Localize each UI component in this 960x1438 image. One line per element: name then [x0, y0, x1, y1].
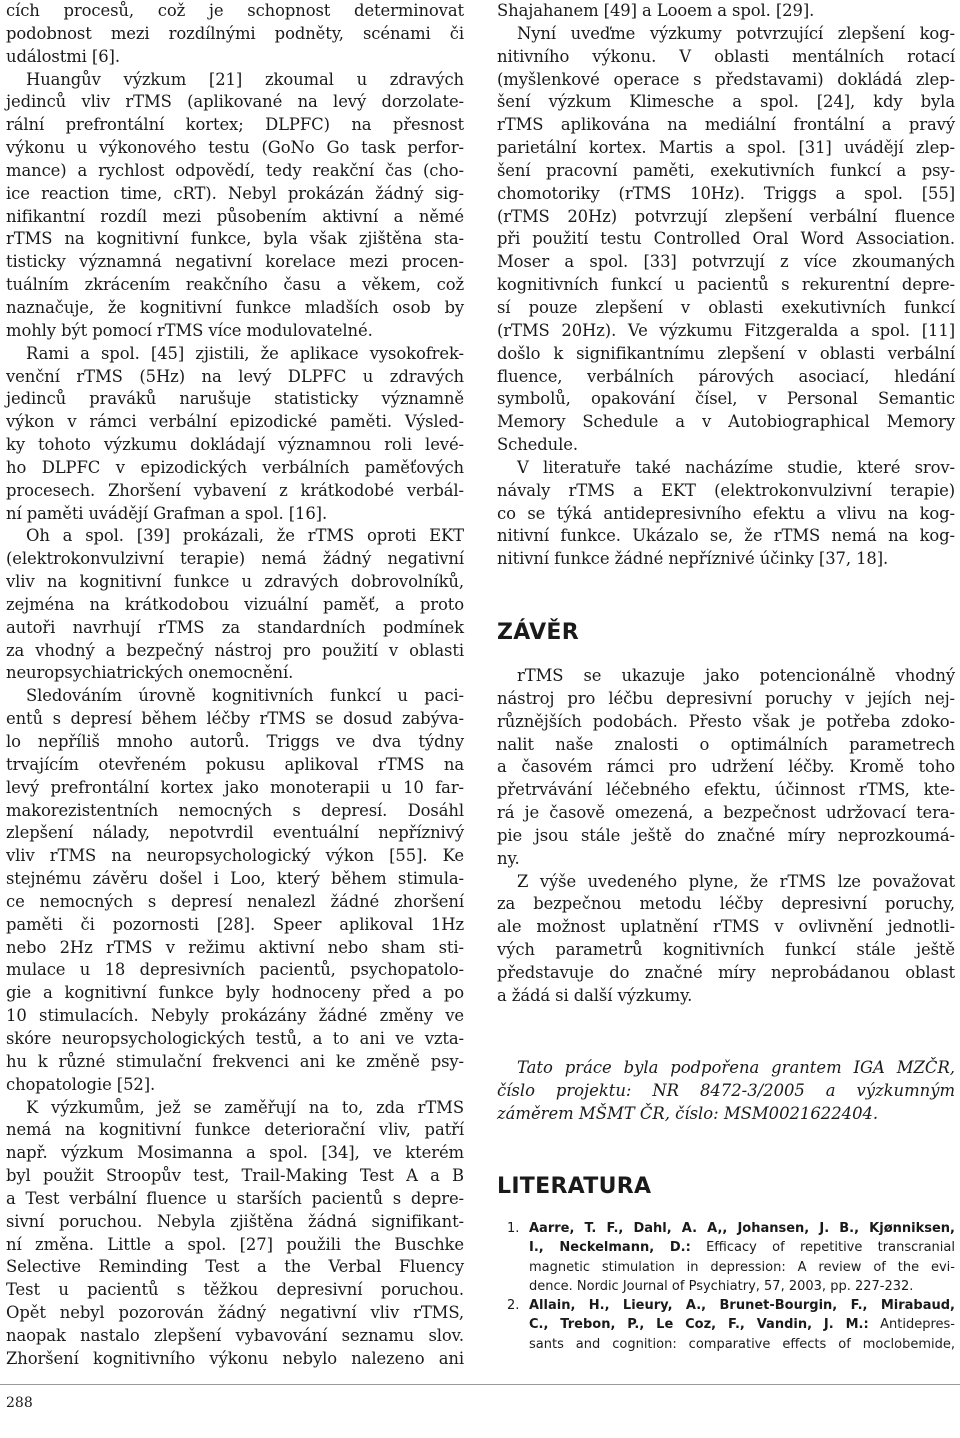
text-line: Tato práce byla podpořena grantem IGA MZČR,	[517, 1058, 955, 1077]
text-line: venční rTMS (5Hz) na levý DLPFC u zdravých	[6, 366, 464, 386]
text-line: při použití testu Controlled Oral Word Association.	[497, 229, 955, 249]
text-line: Sledováním úrovně kognitivních funkcí u paci-	[26, 686, 464, 706]
text-line: Rami a spol. [45] zjistili, že aplikace vysokofrek-	[26, 343, 464, 363]
text-line: byl použit Stroopův test, Trail-Making Test A a B	[6, 1166, 464, 1186]
text-line: symbolů, opakování čísel, v Personal Semantic	[497, 389, 955, 409]
reference-line	[529, 1238, 955, 1257]
text-line: nitivní funkce žádné nepříznivé účinky [37, 18].	[497, 549, 889, 569]
text-line: pie jsou stále ještě do značné míry neprozkoumá-	[497, 825, 955, 845]
reference-text: Antidepres-	[868, 1317, 955, 1333]
reference-authors: Aarre, T. F., Dahl, A. A,, Johansen, J. B., Kjønniksen,	[529, 1221, 955, 1236]
text-line: cích procesů, což je schopnost determinovat	[6, 1, 464, 20]
text-line: výkonu u výkonového testu (GoNo Go task perfor-	[6, 138, 464, 158]
text-line: naznačuje, že kognitivní funkce mladších osob by	[6, 297, 464, 317]
text-line: za bezpečnou metodu léčby depresivní poruchy,	[497, 894, 955, 914]
text-line: V literatuře také nacházíme studie, které srov-	[517, 457, 955, 477]
text-line: a časovém rámci pro udržení léčby. Kromě toho	[497, 757, 955, 777]
reference-text: dence. Nordic Journal of Psychiatry, 57, 2003, pp. 227-232.	[529, 1278, 914, 1294]
text-line: stejnému závěru došel i Loo, který během stimula-	[6, 869, 464, 889]
text-line: Nyní uveďme výzkumy potvrzující zlepšení kog-	[517, 23, 955, 43]
text-line: a Test verbální fluence u starších pacientů s depre-	[6, 1188, 464, 1208]
text-line: rTMS aplikována na mediální frontální a pravý	[497, 115, 955, 135]
text-line: ho DLPFC v epizodických verbálních paměťových	[6, 457, 464, 477]
text-line: nalit naše znalosti o optimálních parametrech	[497, 734, 955, 754]
text-line: co se týká antidepresivního efektu a vlivu na kog-	[497, 503, 955, 523]
reference-item	[497, 1296, 955, 1354]
text-line: představuje do značné míry neprobádanou oblast	[497, 962, 955, 982]
text-line: tisticky významná negativní korelace mezi procen-	[6, 252, 464, 272]
text-line: nebo 2Hz rTMS v režimu aktivní nebo sham sti-	[6, 937, 464, 957]
text-line: naopak nastalo zlepšení vybavování seznamu slov.	[6, 1325, 464, 1345]
text-line: Test u pacientů s těžkou depresivní poruchou.	[6, 1280, 464, 1300]
reference-line	[529, 1296, 955, 1315]
text-line: rá je časově omezená, a bezpečnost udržovací tera-	[497, 803, 955, 823]
text-line: mohly být pomocí rTMS více modulovatelné.	[6, 320, 373, 340]
text-line: (rTMS 20Hz) potvrzují zlepšení verbální fluence	[497, 206, 955, 226]
text-line: kognitivních funkcí u pacientů s rekurentní depre-	[497, 275, 955, 295]
text-line: 10 stimulacích. Nebyly prokázány žádné změny ve	[6, 1006, 464, 1026]
text-line: mance) a rychlost odpovědí, tedy reakční čas (cho-	[6, 160, 464, 180]
reference-text: Efficacy of repetitive transcranial	[690, 1240, 955, 1256]
text-line: sí pouze zlepšení v oblasti exekutivních funkcí	[497, 297, 955, 317]
text-line: vých parametrů kognitivních funkcí stále ještě	[497, 940, 955, 960]
text-line: vliv rTMS na neuropsychologický výkon [55]. Ke	[6, 846, 464, 866]
text-line: autoři navrhují rTMS za standardních podmínek	[6, 617, 464, 637]
text-line: výkon v rámci verbální epizodické paměti. Výsled-	[6, 412, 464, 432]
text-line: zlepšení nálady, nepotvrdil eventuální nepříznivý	[6, 823, 464, 843]
text-line: návaly rTMS a EKT (elektrokonvulzivní terapie)	[497, 480, 955, 500]
text-line: záměrem MŠMT ČR, číslo: MSM0021622404.	[497, 1103, 879, 1123]
text-line: nitivní funkce. Ukázalo se, že rTMS nemá na kog-	[497, 526, 955, 546]
text-line: ní změna. Little a spol. [27] použili the Buschke	[6, 1234, 464, 1254]
text-line: sivní poruchou. Nebyla zjištěna žádná signifikant-	[6, 1211, 464, 1231]
text-line: Shajahanem [49] a Looem a spol. [29].	[497, 1, 815, 20]
reference-line	[529, 1277, 955, 1296]
text-line: levý prefrontální kortex jako monoterapii u 10 far-	[6, 777, 464, 797]
reference-authors: I., Neckelmann, D.:	[529, 1240, 691, 1256]
text-line: parietální kortex. Martis a spol. [31] uvádějí zlep-	[497, 138, 955, 158]
text-line: zejména na krátkodobou vizuální paměť, a proto	[6, 594, 464, 614]
text-line: událostmi [6].	[6, 46, 120, 66]
reference-line	[529, 1258, 955, 1277]
text-line: ce nemocných s depresí nenalezl žádné zhoršení	[6, 891, 464, 911]
text-line: fluence, verbálních párových asociací, hledání	[497, 366, 955, 386]
text-line: Z výše uvedeného plyne, že rTMS lze považovat	[517, 871, 955, 891]
text-line: chomotoriky (rTMS 10Hz). Triggs a spol. [55]	[497, 183, 955, 203]
text-line: např. výzkum Mosimanna a spol. [34], ve kterém	[6, 1143, 464, 1163]
text-line: entů s depresí během léčby rTMS se dosud zabýva-	[6, 709, 464, 729]
text-line: rTMS na kognitivní funkce, byla však zjištěna sta-	[6, 229, 464, 249]
text-line: šení výzkum Klimesche a spol. [24], kdy byla	[497, 92, 955, 112]
text-line: neuropsychiatrických onemocnění.	[6, 663, 294, 683]
text-line: nifikantní rozdíl mezi působením aktivní a němé	[6, 206, 464, 226]
text-line: skóre neuropsychologických testů, a to ani ve vzta-	[6, 1028, 464, 1048]
reference-line	[529, 1315, 955, 1334]
text-line: Oh a spol. [39] prokázali, že rTMS oproti EKT	[26, 526, 464, 546]
page-number: 288	[6, 1395, 33, 1411]
reference-authors: C., Trebon, P., Le Coz, F., Vandin, J. M.:	[529, 1317, 869, 1333]
text-line: Huangův výzkum [21] zkoumal u zdravých	[26, 69, 464, 89]
text-line: procesech. Zhoršení vybavení z krátkodobé verbál-	[6, 480, 464, 500]
text-line: Schedule.	[497, 435, 578, 455]
acknowledgement	[497, 1057, 955, 1126]
text-line: přetrvávání léčebného efektu, účinnost rTMS, kte-	[497, 780, 955, 800]
conclusion-body	[497, 665, 955, 1008]
text-line: a žádá si další výzkumy.	[497, 985, 693, 1005]
text-line: tuálním zkrácením reakčního času a věkem, což	[6, 275, 464, 295]
text-line: nitivního výkonu. V oblasti mentálních rotací	[497, 46, 955, 66]
right-column-body	[497, 0, 955, 571]
text-line: Selective Reminding Test a the Verbal Fluency	[6, 1257, 464, 1277]
text-line: lo nepříliš mnoho autorů. Triggs ve dva týdny	[6, 732, 464, 751]
reference-item	[497, 1219, 955, 1296]
text-line: nástroj pro léčbu depresivní poruchy v jejích nej-	[497, 688, 955, 708]
text-line: jedinců praváků narušuje statisticky významně	[6, 389, 464, 409]
text-line: různějších podobách. Přesto však je potřeba zdoko-	[497, 711, 955, 731]
text-line: paměti či pozornosti [28]. Speer aplikoval 1Hz	[6, 914, 464, 934]
reference-list	[497, 1219, 955, 1354]
text-line: ky tohoto výzkumu dokládají významnou roli levé-	[6, 435, 464, 455]
text-line: za vhodný a bezpečný nástroj pro použití v oblasti	[6, 640, 464, 660]
text-line: ní paměti uvádějí Grafman a spol. [16].	[6, 503, 328, 523]
reference-authors: Allain, H., Lieury, A., Brunet-Bourgin, F., Mirabaud,	[529, 1298, 955, 1314]
text-line: mulace u 18 depresivních pacientů, psychopatolo-	[6, 960, 464, 980]
heading-literatura: LITERATURA	[497, 1174, 652, 1199]
text-line: podobnost mezi rozdílnými podněty, scénami či	[6, 23, 464, 43]
text-line: trvajícím otevřeném pokusu aplikoval rTMS na	[6, 754, 464, 774]
text-line: došlo k signifikantnímu zlepšení v oblasti verbální	[497, 343, 955, 363]
footer-rule	[0, 1384, 960, 1385]
text-line: šení pracovní paměti, exekutivních funkcí a psy-	[497, 160, 955, 180]
text-line: ny.	[497, 848, 520, 868]
text-line: hu k různé stimulační frekvenci ani ke změně psy-	[6, 1051, 464, 1071]
heading-zaver: ZÁVĚR	[497, 620, 579, 645]
text-line: nemá na kognitivní funkce deteriorační vliv, patří	[6, 1120, 464, 1140]
text-line: makorezistentních nemocných s depresí. Dosáhl	[6, 800, 464, 820]
text-line: Memory Schedule a v Autobiographical Memory	[497, 412, 955, 432]
text-line: číslo projektu: NR 8472-3/2005 a výzkumným	[497, 1080, 955, 1100]
reference-line	[529, 1219, 955, 1238]
reference-line	[529, 1335, 955, 1354]
text-line: (rTMS 20Hz). Ve výzkumu Fitzgeralda a spol. [11]	[497, 320, 955, 340]
reference-text: sants and cognition: comparative effects of moclobemide,	[529, 1336, 955, 1352]
text-line: jedinců vliv rTMS (aplikované na levý dorzolate-	[6, 92, 464, 112]
text-line: gie a kognitivní funkce byly hodnoceny před a po	[6, 983, 464, 1003]
text-line: Zhoršení kognitivního výkonu nebylo nalezeno ani	[6, 1348, 464, 1368]
text-line: rTMS se ukazuje jako potencionálně vhodný	[517, 666, 955, 685]
text-line: Opět nebyl pozorován žádný negativní vliv rTMS,	[6, 1303, 464, 1323]
text-line: (myšlenkové operace s představami) dokládá zlep-	[497, 69, 955, 89]
text-line: (elektrokonvulzivní terapie) nemá žádný negativní	[6, 549, 464, 569]
text-line: vliv na kognitivní funkce u zdravých dobrovolníků,	[6, 572, 464, 592]
text-line: rální prefrontální kortex; DLPFC) na přesnost	[6, 115, 464, 135]
text-line: ice reaction time, cRT). Nebyl prokázán žádný sig-	[6, 183, 464, 203]
text-line: ale možnost uplatnění rTMS v ovlivnění jednotli-	[497, 917, 955, 937]
text-line: chopatologie [52].	[6, 1074, 156, 1094]
left-column	[6, 0, 464, 1371]
text-line: Moser a spol. [33] potvrzují z více zkoumaných	[497, 252, 955, 272]
reference-number: 1.	[507, 1221, 520, 1236]
reference-number: 2.	[507, 1298, 520, 1314]
text-line: K výzkumům, jež se zaměřují na to, zda rTMS	[26, 1097, 464, 1117]
reference-text: magnetic stimulation in depression: A review of the evi-	[529, 1259, 955, 1275]
